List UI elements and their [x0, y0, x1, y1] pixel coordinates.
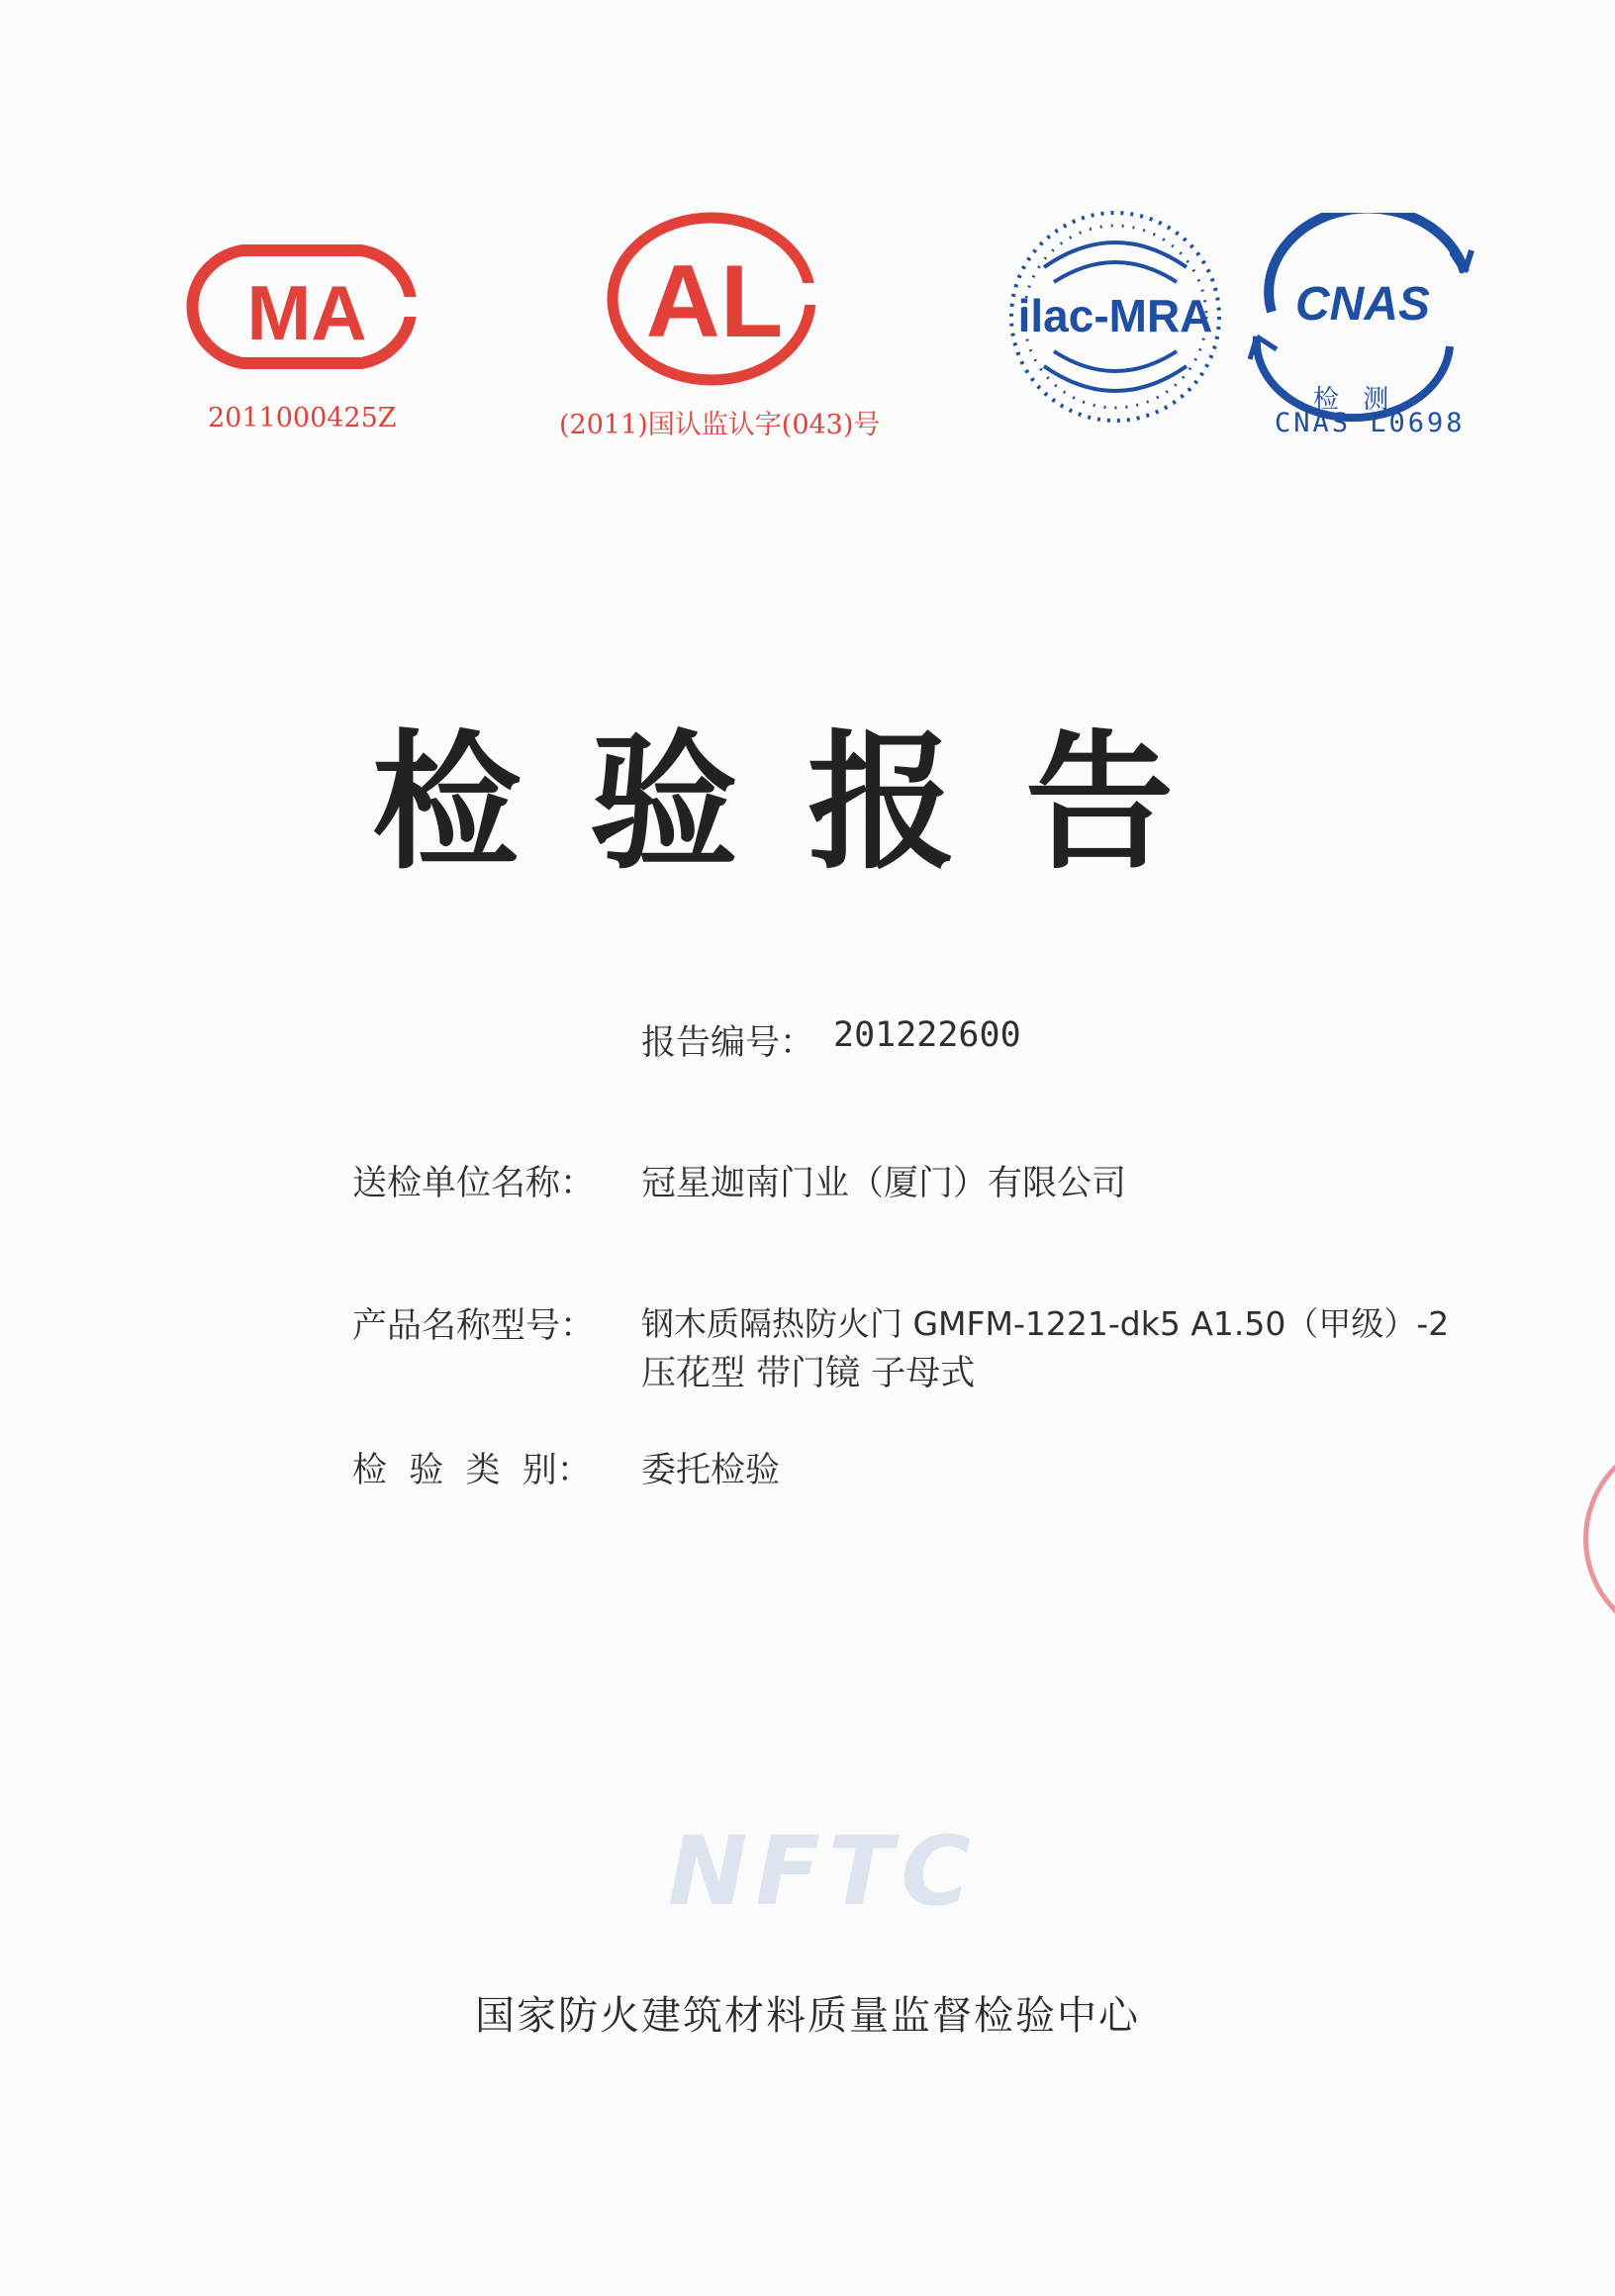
cma-logo: [173, 242, 430, 375]
report-number-label: 报告编号：: [641, 1023, 815, 1063]
svg-text:ilac-MRA: ilac-MRA: [1017, 290, 1213, 341]
cal-logo: [606, 210, 818, 392]
product-value-line2: 压花型 带门镜 子母式: [641, 1354, 976, 1393]
inspection-type-label: 检 验 类 别：: [352, 1451, 592, 1490]
product-value: 钢木质隔热防火门 GMFM-1221-dk5 A1.50（甲级）-2: [641, 1304, 1450, 1343]
svg-text:CNAS: CNAS: [1294, 278, 1431, 331]
svg-text:MA: MA: [246, 269, 367, 356]
svg-text:AL: AL: [645, 244, 784, 359]
red-seal-stamp: [1583, 1435, 1615, 1643]
cma-number: 2011000425Z: [208, 403, 397, 433]
issuer-name: 国家防火建筑材料质量监督检验中心: [475, 1993, 1140, 2039]
inspection-type-value: 委托检验: [641, 1451, 781, 1490]
cal-number: (2011)国认监认字(043)号: [559, 410, 881, 440]
cnas-sub: 检 测: [1313, 385, 1397, 415]
report-title: 检验报告: [371, 718, 1243, 890]
cnas-number: CNAS L0698: [1275, 408, 1466, 438]
client-value: 冠星迦南门业（厦门）有限公司: [641, 1164, 1127, 1203]
ilac-mra-logo: [999, 198, 1232, 439]
product-label: 产品名称型号：: [352, 1306, 596, 1346]
client-label: 送检单位名称：: [352, 1164, 596, 1203]
nftc-watermark: NFTC: [668, 1816, 979, 1927]
report-number-value: 201222600: [833, 1015, 1021, 1055]
